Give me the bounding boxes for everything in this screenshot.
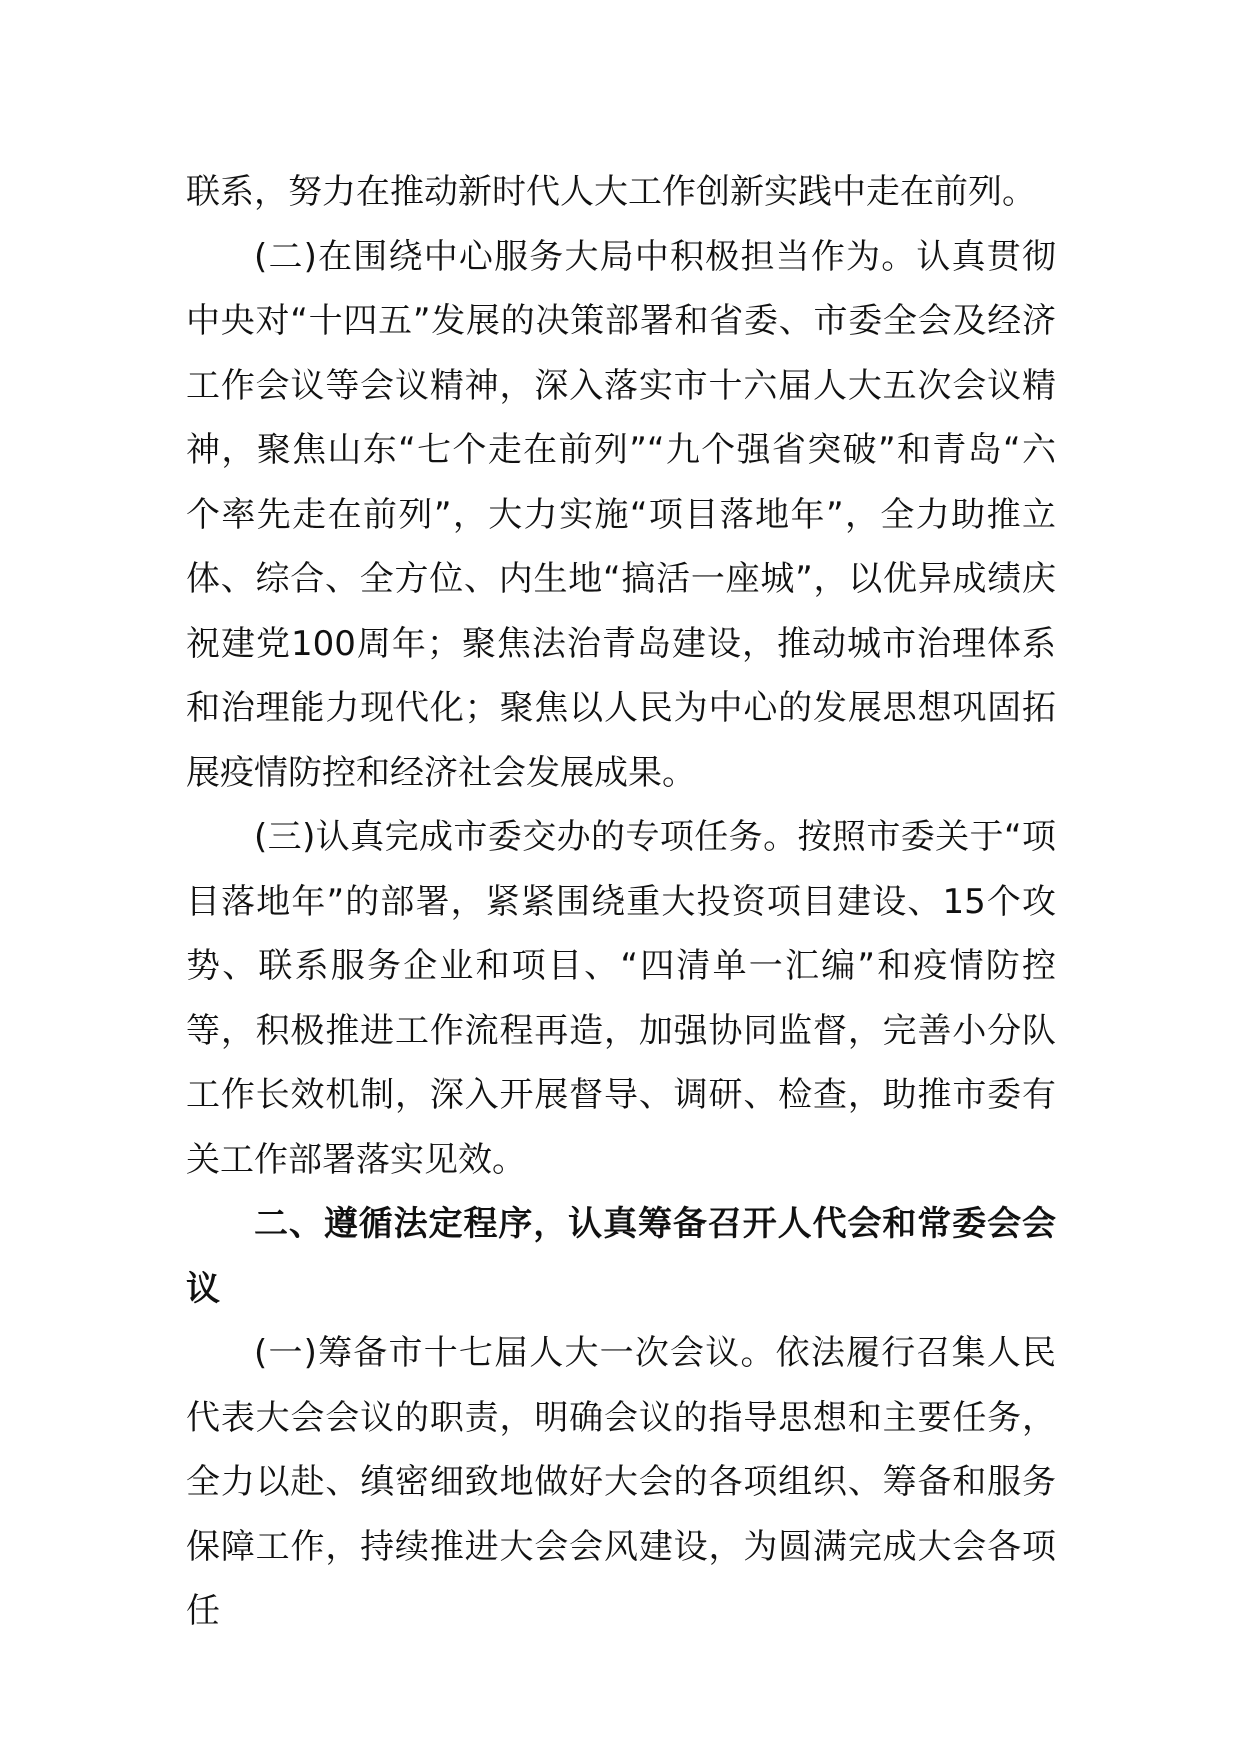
- paragraph-subsection-1: (一)筹备市十七届人大一次会议。依法履行召集人民代表大会会议的职责，明确会议的指导思想和主要任务，全力以赴、缜密细致地做好大会的各项组织、筹备和服务保障工作，持续推进大会会风建设，为圆满完成大会各项任: [186, 1333, 1056, 1631]
- paragraph-section-2: (二)在围绕中心服务大局中积极担当作为。认真贯彻中央对“十四五”发展的决策部署和省委、市委全会及经济工作会议等会议精神，深入落实市十六届人大五次会议精神，聚焦山东“七个走在前列”“九个强省突破”和青岛“六个率先走在前列”，大力实施“项目落地年”，全力助推立体、综合、全方位、内生地“搞活一座城”，以优异成绩庆祝建党100周年；聚焦法治青岛建设，推动城市治理体系和治理能力现代化；聚焦以人民为中心的发展思想巩固拓展疫情防控和经济社会发展成果。: [186, 236, 1056, 793]
- document-page: [186, 160, 1056, 1644]
- paragraph-continuation: 联系，努力在推动新时代人大工作创新实践中走在前列。: [186, 172, 1036, 212]
- paragraph-section-3: (三)认真完成市委交办的专项任务。按照市委关于“项目落地年”的部署，紧紧围绕重大投资项目建设、15个攻势、联系服务企业和项目、“四清单一汇编”和疫情防控等，积极推进工作流程再造，加强协同监督，完善小分队工作长效机制，深入开展督导、调研、检查，助推市委有关工作部署落实见效。: [186, 817, 1056, 1180]
- section-heading: 二、遵循法定程序，认真筹备召开人代会和常委会会议: [186, 1204, 1056, 1309]
